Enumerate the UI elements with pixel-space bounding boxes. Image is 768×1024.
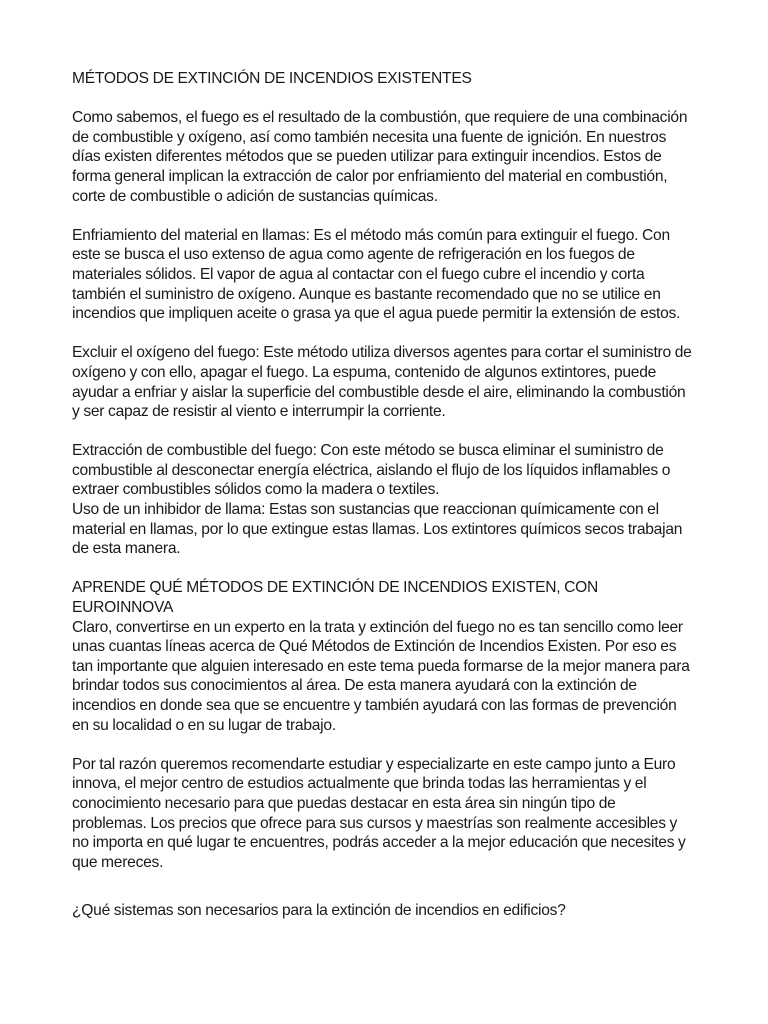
spacer	[72, 206, 712, 226]
extraccion-paragraph: Extracción de combustible del fuego: Con este método se busca eliminar el suministro de combustible al desconectar energía eléctrica, aislando el flujo de los líquidos inflamables o extraer combustibles sólidos como la madera o textiles. Uso de un inhibidor de llama: Estas son sustancias que reaccionan químicamente con el material en llamas, por lo que extingue estas llamas. Los extintores químicos secos trabajan de esta manera.	[72, 442, 683, 558]
document-title: MÉTODOS DE EXTINCIÓN DE INCENDIOS EXISTENTES	[72, 70, 472, 87]
recomendacion-paragraph: Por tal razón queremos recomendarte estudiar y especializarte en este campo junto a Euro innova, el mejor centro de estudios actualmente que brinda todas las herramientas y el conocimiento necesario para que puedas destacar en esta área sin ningún tipo de problemas. Los precios que ofrece para sus cursos y maestrías son realmente accesibles y no importa en qué lugar te encuentres, podrás acceder a la mejor educación que necesites y que mereces.	[72, 755, 686, 871]
document-page	[72, 69, 712, 921]
spacer	[72, 89, 712, 109]
aprende-paragraph: Claro, convertirse en un experto en la trata y extinción del fuego no es tan sencillo como leer unas cuantas líneas acerca de Qué Métodos de Extinción de Incendios Existen. Por eso es tan importante que alguien interesado en este tema pueda formarse de la mejor manera para brindar todos sus conocimientos al área. De esta manera ayudará con la extinción de incendios en donde sea que se encuentre y también ayudará con las formas de prevención en su localidad o en su lugar de trabajo.	[72, 618, 690, 734]
enfriamiento-paragraph: Enfriamiento del material en llamas: Es el método más común para extinguir el fuego. Con este se busca el uso extenso de agua como agente de refrigeración en los fuegos de materiales sólidos. El vapor de agua al contactar con el fuego cubre el incendio y corta también el suministro de oxígeno. Aunque es bastante recomendado que no se utilice en incendios que impliquen aceite o grasa ya que el agua puede permitir la extensión de estos.	[72, 226, 681, 323]
question-heading: ¿Qué sistemas son necesarios para la extinción de incendios en edificios?	[72, 902, 566, 920]
intro-paragraph: Como sabemos, el fuego es el resultado de la combustión, que requiere de una combinación de combustible y oxígeno, así como también necesita una fuente de ignición. En nuestros días existen diferentes métodos que se pueden utilizar para extinguir incendios. Estos de forma general implican la extracción de calor por enfriamiento del material en combustión, corte de combustible o adición de sustancias químicas.	[72, 109, 688, 205]
spacer	[72, 422, 712, 442]
spacer	[72, 324, 712, 344]
spacer	[72, 872, 712, 901]
aprende-heading: APRENDE QUÉ MÉTODOS DE EXTINCIÓN DE INCENDIOS EXISTEN, CON EUROINNOVA	[72, 579, 599, 617]
excluir-oxigeno-paragraph: Excluir el oxígeno del fuego: Este método utiliza diversos agentes para cortar el suministro de oxígeno y con ello, apagar el fuego. La espuma, contenido de algunos extintores, puede ayudar a enfriar y aislar la superficie del combustible desde el aire, eliminando la combustión y ser capaz de resistir al viento e interrumpir la corriente.	[72, 344, 692, 421]
spacer	[72, 735, 712, 755]
spacer	[72, 559, 712, 579]
